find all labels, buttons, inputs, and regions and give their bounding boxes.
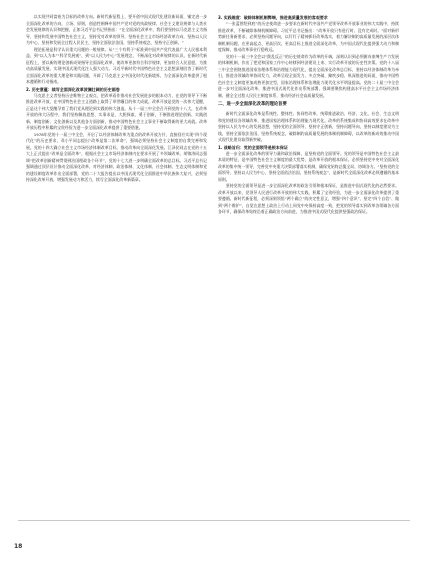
paragraph: 进一步全面深化改革的领导力量和政治保障，是坚持党的全面领导。党的领导是中国特色社会主义最本质的特征，是中国特色社会主义制度的最大优势，是改革开放的根本保证。必须坚持党中央对全面深化改革的集中统一领导，完善党中央重大决策部署落实机制，确保党始终总揽全局、协调各方。“坚持党的全面领导，坚持以人民为中心，坚持全面依法治国，坚持系统观念”，是新时代全面深化改革必须遵循的基本原则。 bbox=[218, 150, 399, 182]
section-subheading: 2. 历史意蕴：续写全面深化改革波澜壮阔的历史画卷 bbox=[26, 86, 120, 92]
right-column bbox=[218, 14, 399, 216]
section-heading: 二、进一步全面深化改革的理论旨要 bbox=[218, 102, 287, 107]
section-subheading: 3. 实践维度：破除体制机制弊端，推进高质量发展的客观要求 bbox=[218, 15, 328, 20]
paragraph: 新时代全面深化改革是系统性、整体性、协同性改革，统筹推进政治、经济、文化、社会、生态文明和党的建设各领域改革，推进国家治理体系和治理能力现代化。改革的系统集成和协同高效要求在改革中坚持以人民为中心的发展思想，坚持党的全面领导，坚持守正创新，坚持问题导向，坚持以制度建设为主线，坚持全面依法治国，坚持系统观念，破除制约高质量发展的体制机制障碍，以改革的新成效推动中国式现代化建设取得新突破。 bbox=[218, 111, 399, 142]
paragraph: 1978年党的十一届三中全会，开启了以经济体制改革为重点的改革开放方针，直接回应实现“四个现代化”的历史要求，邓小平同志提出“改革是第二次革命”，强调必须坚持社会主义制度的自我完善和发展。党的十四大确立社会主义市场经济体制改革目标，推动改革向全面深化发展。江泽民同志在党的十五大上正式提出“改革是全面改革”，根据社会主义市场经济体制内在要求开展了多领域改革。胡锦涛同志强调“把改革创新精神贯彻到治国理政各个环节”，党的十七大进一步明确全面改革的总目标。习近平总书记强调通过顶层设计推动全面深化改革，对经济体制、政治体制、文化体制、社会体制、生态文明体制和党的建设制度改革作出全面部署，党的二十大报告提出以中国式现代化全面推进中华民族伟大复兴，必须坚持深化改革开放，增强发展动力和活力，续写全面深化改革新篇章。 bbox=[26, 131, 207, 182]
paragraph: “一张蓝图绘到底”的历史使命进一步要求在新时代中国共产党领导改革开放事业的伟大实践中，持续推进改革，不断破除体制机制障碍。习近平总书记指出：“改革开放只有进行时、没有完成时。”面对新形势新任务新要求，必须坚持问题导向，以钉钉子精神抓好改革落实，着力解决制约高质量发展的深层次体制机制问题，在更高起点、更高层次、更高目标上推进全面深化改革，为中国式现代化提供强大动力和制度保障，推动改革事业行稳致远。 bbox=[218, 21, 399, 52]
page-number: 18 bbox=[14, 543, 23, 550]
footer-divider bbox=[18, 520, 410, 521]
paragraph: 马克思主义者坚持历史唯物主义观点，把改革看作推动社会发展进步的根本动力，在党的领导下不断推进改革开放，在中国特色社会主义道路上取得了举世瞩目的伟大成就。改革开放是党的一次伟大觉醒，正是这个伟大觉醒孕育了我们党从理论到实践的伟大创造。从十一届三中全会召开到党的十八大，在改革开放的伟大历程中，我们坚持解放思想、实事求是，大胆探索、勇于创新，不断推进理论创新、实践创新、制度创新、文化创新以及其他各方面创新，推动中国特色社会主义事业不断取得新的更大成就。改革开放历程中积累的宝贵经验为进一步全面深化改革提供了重要借鉴。 bbox=[26, 92, 207, 130]
paragraph: 党的十一届三中全会以“拨乱反正”的历史使命作为改革的开端，深刻认识到必须摒弃束缚生产力发展的体制机制，作出了把党和国家工作中心转移到经济建设上来、实行改革开放的历史性决策。党的十八届三中全会围绕推进国家治理体系和治理能力现代化，提出全面深化改革总目标，坚持以经济体制改革为牵引，推进各领域改革协同发力，改革呈现全面发力、多点突破、蹄疾步稳、纵深推进的局面，推动中国特色社会主义制度更加成熟更加定型，国家治理体系和治理能力现代化水平明显提高。党的二十届三中全会进一步对全面深化改革、推进中国式现代化作出系统部署，强调要聚焦构建高水平社会主义市场经济体制、健全全过程人民民主制度体系，推动经济社会高质量发展。 bbox=[218, 53, 399, 98]
paragraph: 理论拓展是科学认识重大问题的一般规律。从“三个有利于”标准到中国共产党代表最广大人民根本利益，到“以人为本”“科学发展观”，到“以人民为中心”发展理念，不断深化对改革规律的认识。在新时代新征程上，要以新的理论创新成果指导全面深化改革，使改革更加符合科学规律，更加符合人民意愿，为推动高质量发展、实现中国式现代化注入强大动力。习近平新时代中国特色社会主义思想深刻回答了新时代全面深化改革的重大理论和实践问题，开辟了马克思主义中国化时代化新境界，为全面深化改革提供了根本遵循和行动指南。 bbox=[26, 46, 207, 84]
paragraph: 坚持党的全面领导是进一步全面深化改革的政治引领和根本保证，是推进中国式现代化的必然要求。改革开放以来，党领导人民进行改革开放的伟大实践，积累了宝贵经验，为进一步全面深化改革提供了重要遵循。新时代新征程，必须深刻领悟“两个确立”的决定性意义，增强“四个意识”、坚定“四个自信”、做到“两个维护”，自觉在思想上政治上行动上同党中央保持高度一致，把党的领导落实到改革各领域各方面各环节，确保改革始终沿着正确政治方向前进，为推进中国式现代化提供坚强政治保证。 bbox=[218, 183, 399, 214]
left-column bbox=[26, 14, 207, 184]
section-subheading: 1. 战略旨归：党的全面领导是根本保证 bbox=[218, 144, 288, 150]
paragraph: 以实现共同富裕为目标的改革方向。新时代新征程上，要开创中国式现代化建设新局面，铺定进一步全面深化改革的方向，立场、原则，创造性阐释中国共产党对党的执政规律、社会主义建设规律与人类社会发展规律的认识和把握，正如习近平总书记所指出：“在全面深化改革中，我们要坚持以马克思主义为指导，坚持和发展中国特色社会主义，坚持党对改革的领导，坚持社会主义市场经济改革方向，坚持以人民为中心，坚持和发展全过程人民民主，坚持全面依法治国，坚持系统观念，坚持守正创新。” bbox=[26, 14, 207, 45]
